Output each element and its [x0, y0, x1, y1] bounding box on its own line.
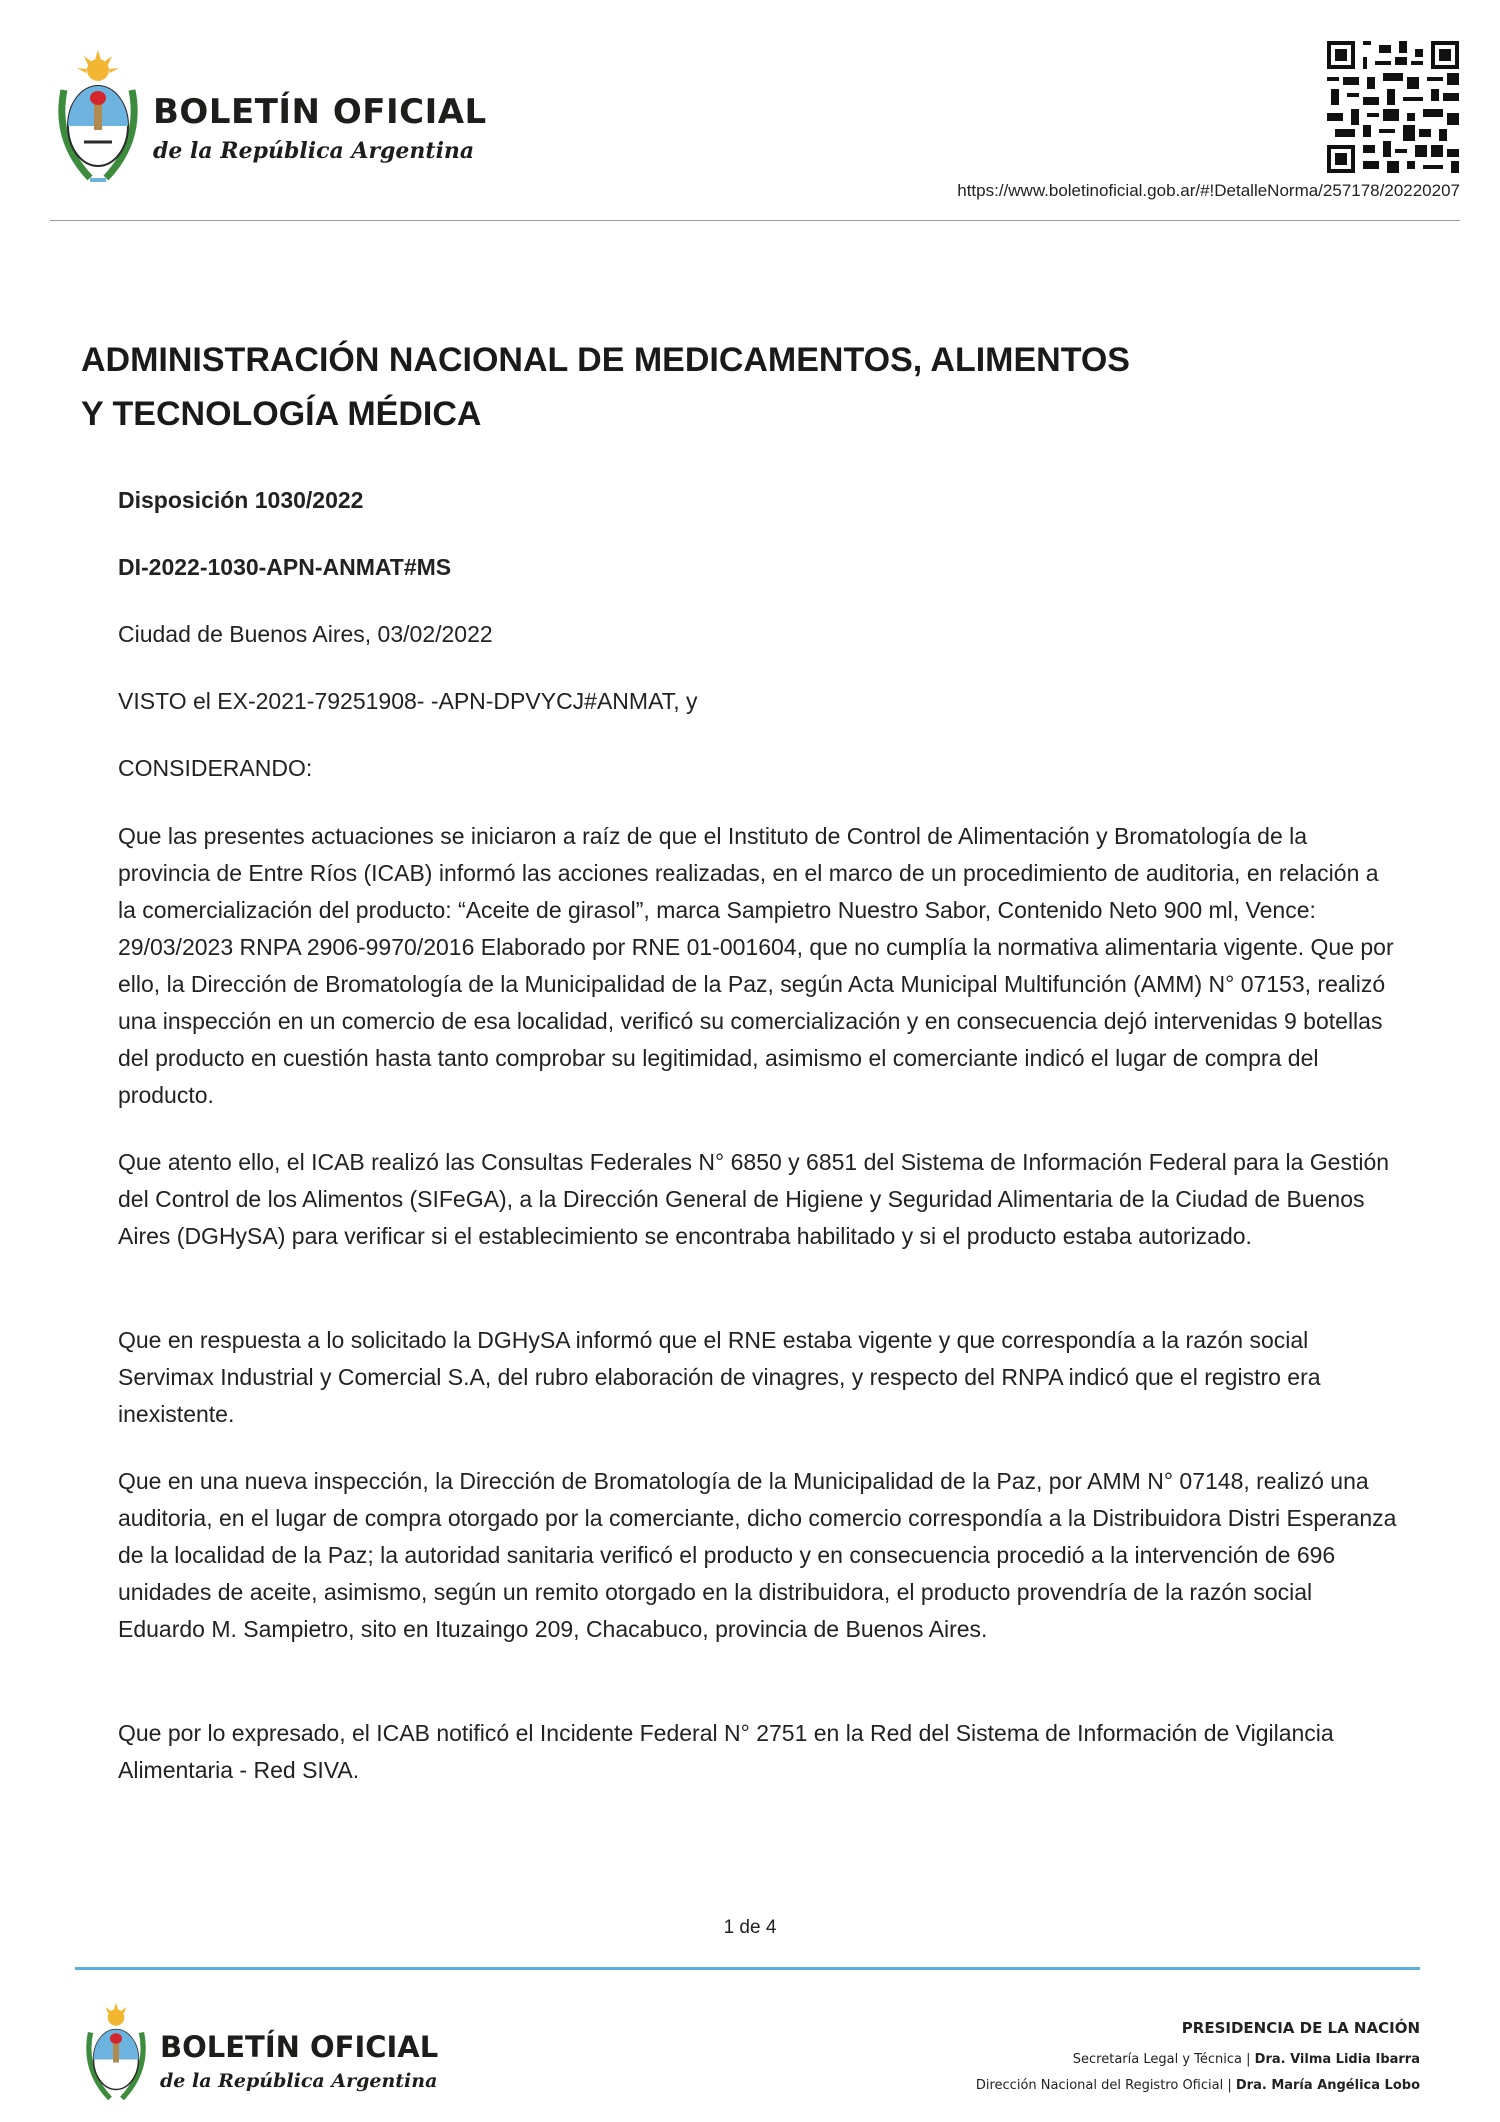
footer-credits — [976, 2019, 1420, 2099]
paragraph-1: Que las presentes actuaciones se iniciaron a raíz de que el Instituto de Control de Alimentación y Bromatología de la provincia de Entre Ríos (ICAB) informó las acciones realizadas, en el marco de un procedimiento de auditoria, en relación a la comercialización del producto: “Aceite de girasol”, marca Sampietro Nuestro Sabor, Contenido Neto 900 ml, Vence: 29/03/2023 RNPA 2906-9970/2016 Elaborado por RNE 01-001604, que no cumplía la normativa alimentaria vigente. Que por ello, la Dirección de Bromatología de la Municipalidad de la Paz, según Acta Municipal Multifunción (AMM) N° 07153, realizó una inspección en un comercio de esa localidad, verificó su comercialización y en consecuencia dejó intervenidas 9 botellas del producto en cuestión hasta tanto comprobar su legitimidad, asimismo el comerciante indicó el lugar de compra del producto. — [118, 823, 1394, 1108]
document-url[interactable]: https://www.boletinoficial.gob.ar/#!DetalleNorma/257178/20220207 — [957, 181, 1460, 200]
credit-separator: | — [1246, 2052, 1251, 2067]
footer-logo-subtitle: de la República Argentina — [160, 2070, 438, 2092]
footer-divider — [75, 1967, 1420, 1970]
disposition-code: DI-2022-1030-APN-ANMAT#MS — [118, 554, 452, 580]
argentina-coat-of-arms-icon — [80, 2000, 152, 2110]
credit-line-1 — [976, 2047, 1420, 2073]
credit-2-label: Dirección Nacional del Registro Oficial — [975, 2078, 1224, 2093]
qr-code-icon[interactable] — [1327, 41, 1459, 173]
credit-line-2 — [976, 2073, 1420, 2099]
place-date: Ciudad de Buenos Aires, 03/02/2022 — [118, 621, 493, 647]
footer-boletin-logo — [80, 2000, 460, 2110]
credit-1-name: Dra. Vilma Lidia Ibarra — [1254, 2052, 1420, 2067]
argentina-coat-of-arms-icon — [50, 50, 146, 190]
organization-title-line2: Y TECNOLOGÍA MÉDICA — [81, 395, 482, 433]
presidency-label: PRESIDENCIA DE LA NACIÓN — [1181, 2019, 1420, 2037]
paragraph-4: Que en una nueva inspección, la Dirección de Bromatología de la Municipalidad de la Paz, por AMM N° 07148, realizó una auditoria, en el lugar de compra otorgado por la comerciante, dicho comercio correspondía a la Distribuidora Distri Esperanza de la localidad de la Paz; la autoridad sanitaria verificó el producto y en consecuencia procedió a la intervención de 696 unidades de aceite, asimismo, según un remito otorgado en la distribuidora, el producto provendría de la razón social Eduardo M. Sampietro, sito en Ituzaingo 209, Chacabuco, provincia de Buenos Aires. — [118, 1468, 1397, 1642]
boletin-logo — [50, 50, 490, 190]
credit-separator: | — [1227, 2078, 1232, 2093]
credit-1-label: Secretaría Legal y Técnica — [1072, 2052, 1242, 2067]
logo-subtitle: de la República Argentina — [153, 138, 475, 164]
footer-logo-title: BOLETÍN OFICIAL — [160, 2030, 439, 2064]
organization-title — [81, 333, 1381, 441]
header-divider — [50, 220, 1460, 221]
paragraph-2: Que atento ello, el ICAB realizó las Consultas Federales N° 6850 y 6851 del Sistema de Información Federal para la Gestión del Control de los Alimentos (SIFeGA), a la Dirección General de Higiene y Seguridad Alimentaria de la Ciudad de Buenos Aires (DGHySA) para verificar si el establecimiento se encontraba habilitado y si el producto estaba autorizado. — [118, 1149, 1390, 1249]
organization-title-line1: ADMINISTRACIÓN NACIONAL DE MEDICAMENTOS, ALIMENTOS — [81, 341, 1130, 379]
visto-line: VISTO el EX-2021-79251908- -APN-DPVYCJ#ANMAT, y — [118, 688, 698, 714]
page-indicator: 1 de 4 — [723, 1917, 777, 1938]
paragraph-3: Que en respuesta a lo solicitado la DGHySA informó que el RNE estaba vigente y que correspondía a la razón social Servimax Industrial y Comercial S.A, del rubro elaboración de vinagres, y respecto del RNPA indicó que el registro era inexistente. — [118, 1327, 1321, 1427]
logo-title: BOLETÍN OFICIAL — [153, 92, 487, 132]
paragraph-5: Que por lo expresado, el ICAB notificó el Incidente Federal N° 2751 en la Red del Sistema de Información de Vigilancia Alimentaria - Red SIVA. — [118, 1720, 1334, 1783]
considerando-heading: CONSIDERANDO: — [118, 755, 313, 781]
credit-2-name: Dra. María Angélica Lobo — [1235, 2078, 1420, 2093]
disposition-number: Disposición 1030/2022 — [118, 487, 364, 513]
